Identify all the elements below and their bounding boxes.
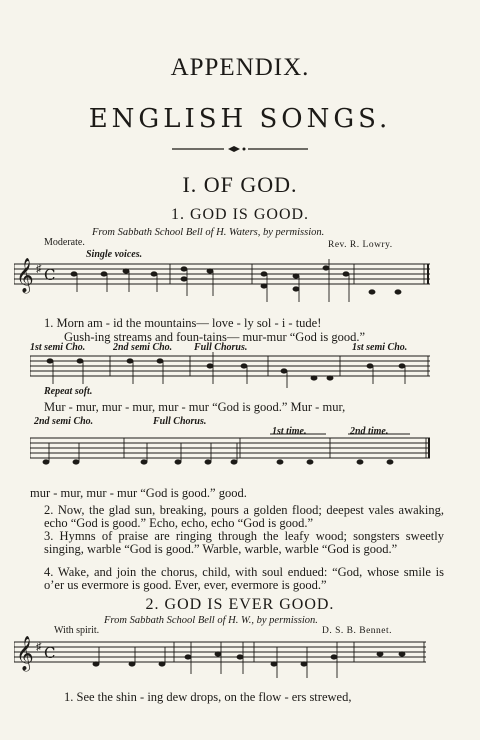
song1-mark-1st-time: 1st time. — [272, 426, 307, 437]
song1-verse-4: 4. Wake, and join the chorus, child, with soul endued: “God, whose smile is o’er us evermore is good. Ever, ever, evermore is good.” — [44, 565, 444, 592]
song2-source: From Sabbath School Bell of H. W., by permission. — [104, 615, 318, 626]
song1-mark-1st-semi-cho-2: 1st semi Cho. — [352, 342, 408, 353]
song1-mark-2nd-semi-cho: 2nd semi Cho. — [113, 342, 173, 353]
song2-title: 2. GOD IS EVER GOOD. — [145, 596, 335, 613]
song1-mark-2nd-semi-cho-2: 2nd semi Cho. — [34, 416, 94, 427]
appendix-title: APPENDIX. — [170, 54, 310, 81]
song1-composer: Rev. R. Lowry. — [328, 240, 393, 250]
song1-lyric-row3: mur - mur, mur - mur “God is good.” good. — [30, 486, 247, 500]
song1-verse-3: 3. Hymns of praise are ringing through the leafy wood; songsters sweetly singing, warble “God is good.” Warble, warble, warble “God is good.” — [44, 529, 444, 556]
song1-mark-full-chorus: Full Chorus. — [194, 342, 248, 353]
song1-source: From Sabbath School Bell of H. Waters, by permission. — [92, 227, 325, 238]
song1-lyric-row2: Mur - mur, mur - mur, mur - mur “God is good.” Mur - mur, — [44, 400, 346, 414]
song1-mark-full-chorus-2: Full Chorus. — [153, 416, 207, 427]
svg-text:♯: ♯ — [36, 641, 42, 653]
song1-title: 1. GOD IS GOOD. — [170, 206, 310, 223]
song1-lyric-line1: 1. Morn am - id the mountains— love - ly sol - i - tude! — [44, 316, 322, 330]
song1-verse-2: 2. Now, the glad sun, breaking, pours a golden flood; deepest vales awaking, echo “God is good.” Echo, echo, echo “God is good.” — [44, 503, 444, 530]
song1-staff-row1 — [14, 256, 430, 314]
svg-text:C: C — [44, 644, 56, 662]
song2-tempo: With spirit. — [54, 625, 100, 636]
song2-composer: D. S. B. Bennet. — [322, 626, 393, 636]
english-songs-heading: ENGLISH SONGS. — [88, 104, 392, 134]
song2-staff-row1 — [14, 634, 426, 684]
svg-text:𝄞: 𝄞 — [16, 258, 34, 293]
section-heading: I. OF GOD. — [182, 172, 298, 197]
song1-repeat-soft-label: Repeat soft. — [44, 386, 93, 397]
song1-mark-1st-semi-cho: 1st semi Cho. — [30, 342, 86, 353]
svg-text:♯: ♯ — [36, 263, 42, 275]
song1-lyric-line2: Gush-ing streams and foun-tains— mur-mur “God is good.” — [64, 330, 366, 344]
ornament-rule — [172, 146, 308, 152]
song1-staff-row3 — [30, 432, 430, 482]
song1-tempo: Moderate. — [44, 237, 85, 248]
song1-mark-2nd-time: 2nd time. — [350, 426, 389, 437]
svg-text:𝄞: 𝄞 — [16, 636, 34, 671]
song2-lyric-line1: 1. See the shin - ing dew drops, on the flow - ers strewed, — [64, 690, 352, 704]
svg-text:C: C — [44, 266, 56, 284]
song1-voice-label: Single voices. — [86, 249, 143, 260]
